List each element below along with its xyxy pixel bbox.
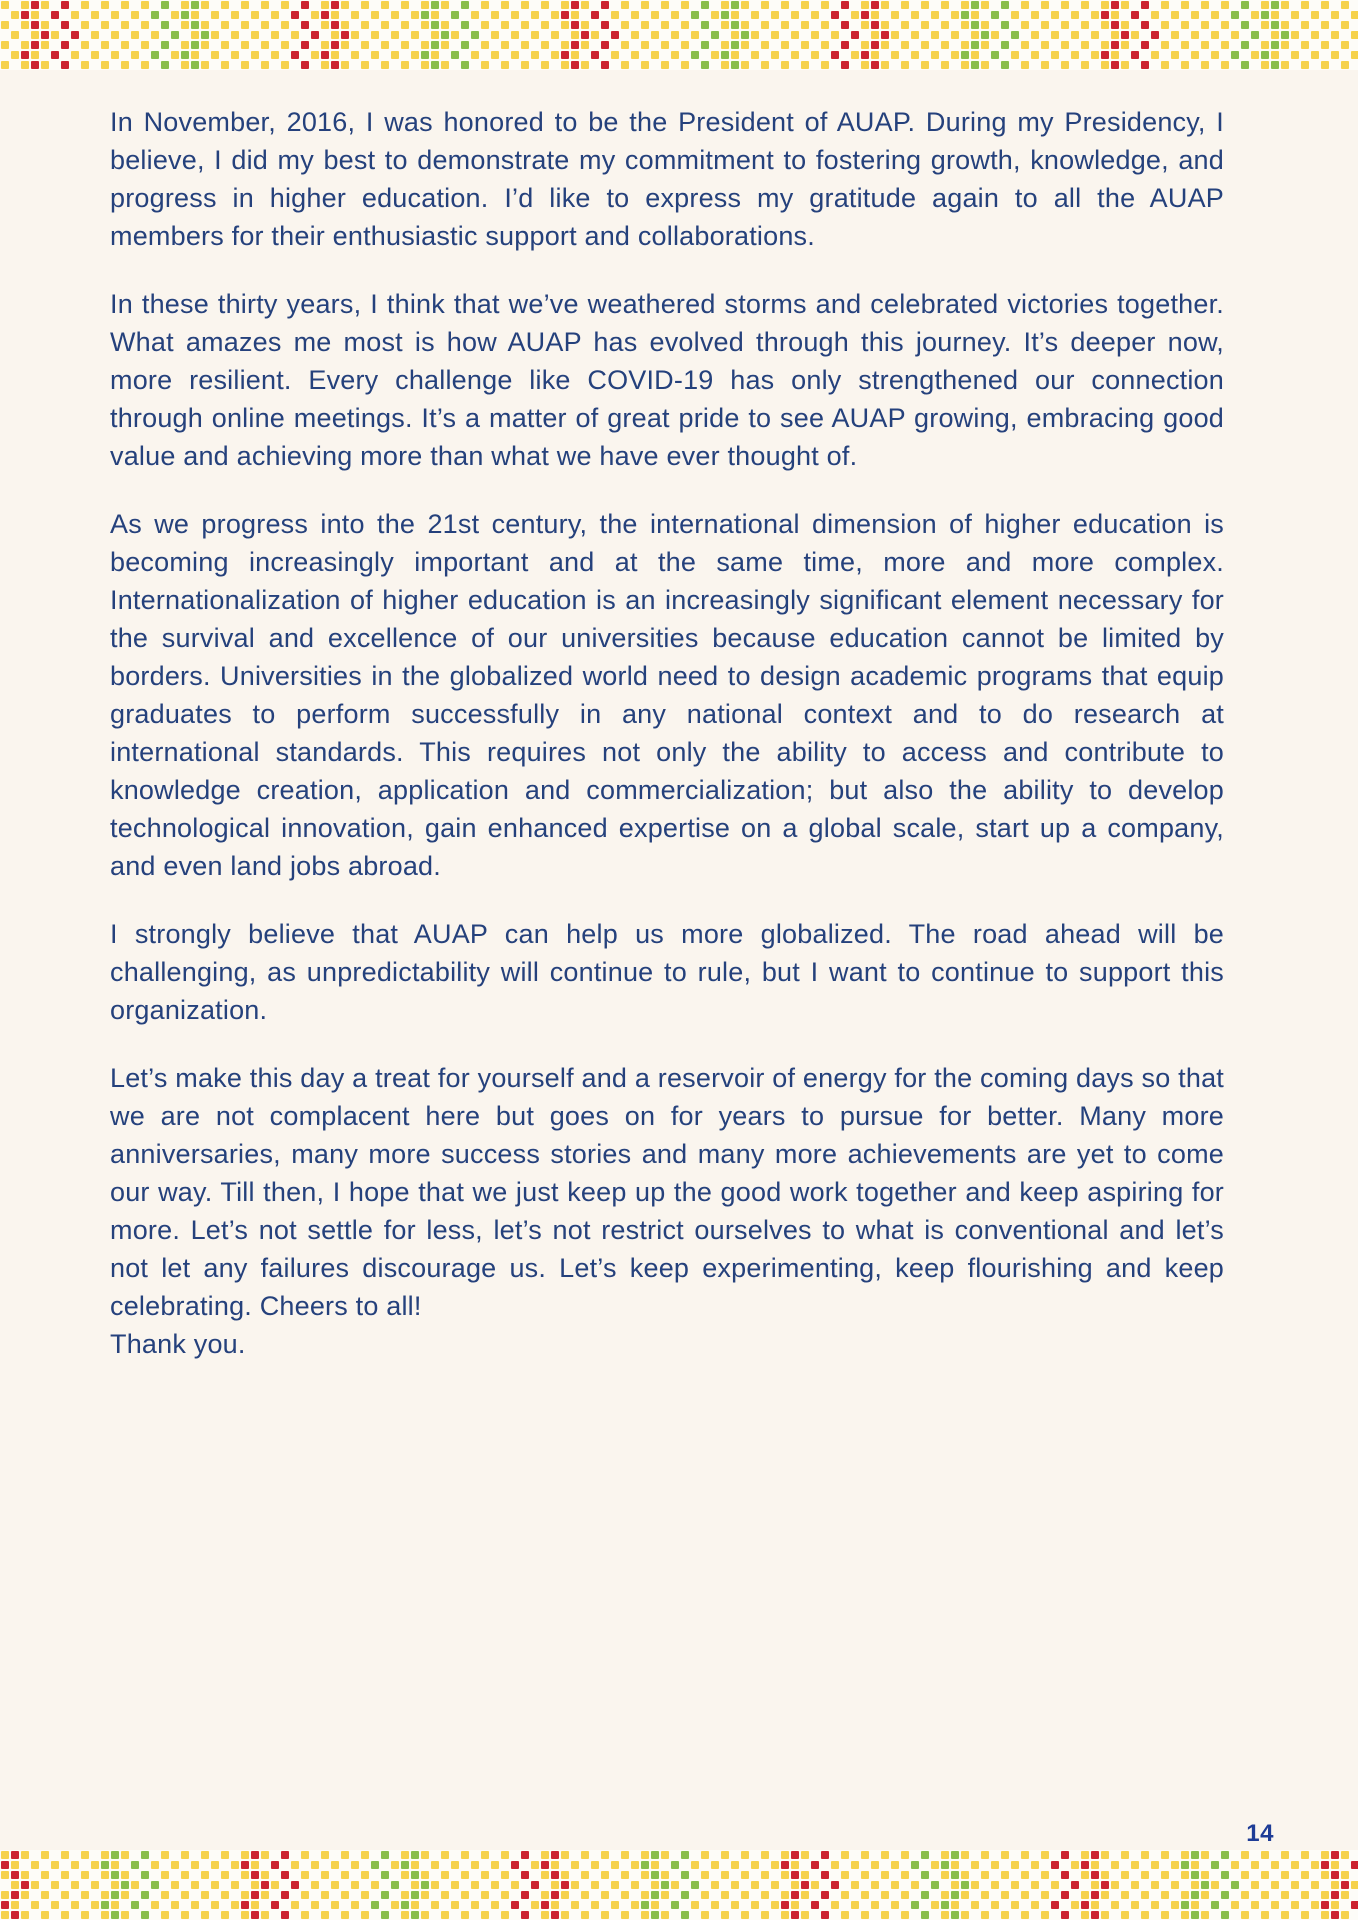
paragraph-thank-you: Thank you. <box>110 1329 246 1359</box>
paragraph: I strongly believe that AUAP can help us more globalized. The road ahead will be challenging, as unpredictability will continue to rule, but I want to continue to support this organization. <box>110 919 1224 1025</box>
paragraph: In these thirty years, I think that we’ve weathered storms and celebrated victories together. What amazes me most is how AUAP has evolved through this journey. It’s deeper now, more resilient. Every challenge like COVID-19 has only strengthened our connection through online meetings. It’s a matter of great pride to see AUAP growing, embracing good value and achieving more than what we have ever thought of. <box>110 289 1224 471</box>
cross-stitch-border-bottom <box>0 1850 1358 1920</box>
paragraph: As we progress into the 21st century, the international dimension of higher education is becoming increasingly important and at the same time, more and more complex. Internationalization of higher education is an increasingly significant element necessary for the survival and excellence of our universities because education cannot be limited by borders. Universities in the globalized world need to design academic programs that equip graduates to perform successfully in any national context and to do research at international standards. This requires not only the ability to access and contribute to knowledge creation, application and commercialization; but also the ability to develop technological innovation, gain enhanced expertise on a global scale, start up a company, and even land jobs abroad. <box>110 509 1224 881</box>
body-text <box>110 103 1224 1363</box>
paragraph: In November, 2016, I was honored to be the President of AUAP. During my Presidency, I believe, I did my best to demonstrate my commitment to fostering growth, knowledge, and progress in higher education. I’d like to express my gratitude again to all the AUAP members for their enthusiastic support and collaborations. <box>110 107 1224 251</box>
page-number: 14 <box>1246 1820 1274 1847</box>
paragraph: Let’s make this day a treat for yourself and a reservoir of energy for the coming days so that we are not complacent here but goes on for years to pursue for better. Many more anniversaries, many more success stories and many more achievements are yet to come our way. Till then, I hope that we just keep up the good work together and keep aspiring for more. Let’s not settle for less, let’s not restrict ourselves to what is conventional and let’s not let any failures discourage us. Let’s keep experimenting, keep flourishing and keep celebrating. Cheers to all! <box>110 1063 1224 1321</box>
cross-stitch-border-top <box>0 0 1358 70</box>
